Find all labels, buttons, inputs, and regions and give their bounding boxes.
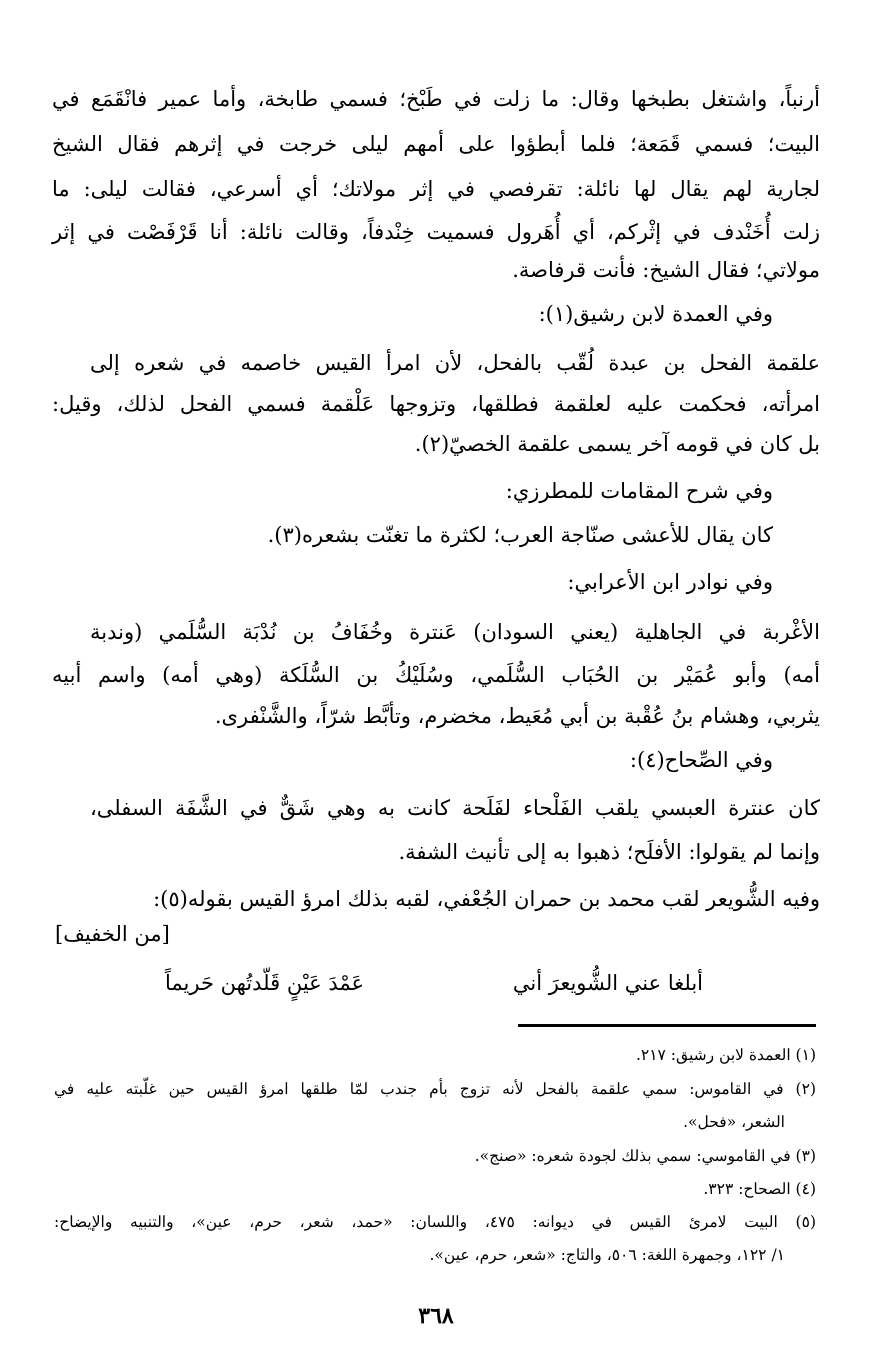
page-number: ٣٦٨ xyxy=(418,1303,454,1329)
verse-second-hemistich: عَمْدَ عَيْنٍ قَلّدتُهن حَريماً xyxy=(165,971,365,995)
footnote-continuation: الشعر، «فحل». xyxy=(683,1113,785,1131)
source-heading: وفي الصِّحاح(٤): xyxy=(629,748,773,772)
body-line: مولاتي؛ فقال الشيخ: فأنت قرفاصة. xyxy=(512,258,820,282)
source-heading: وفي نوادر ابن الأعرابي: xyxy=(567,570,773,594)
footnote: (١) العمدة لابن رشيق: ٢١٧. xyxy=(635,1046,816,1064)
body-line: كان عنترة العبسي يلقب الفَلْحاء لفَلَحة كانت به وهي شَقٌّ في الشَّفَة السفلى، xyxy=(90,796,820,820)
verse-first-hemistich: أبلغا عني الشُّويعرَ أني xyxy=(512,971,703,995)
body-line: بل كان في قومه آخر يسمى علقمة الخصيّ(٢). xyxy=(414,432,820,456)
body-line: كان يقال للأعشى صنّاجة العرب؛ لكثرة ما تغنّت بشعره(٣). xyxy=(267,523,773,547)
body-line: وإنما لم يقولوا: الأفلَح؛ ذهبوا به إلى تأنيث الشفة. xyxy=(398,840,820,864)
body-line: أمه) وأبو عُمَيْر بن الحُبَاب السُّلَمي، وسُلَيْكُ بن السُّلَكة (وهي أمه) واسم أبيه xyxy=(52,663,820,687)
footnote: (٤) الصحاح: ٣٢٣. xyxy=(703,1180,816,1198)
footnote-continuation: ١/ ١٢٢، وجمهرة اللغة: ٥٠٦، والتاج: «شعر، حرم، عين». xyxy=(429,1246,785,1264)
body-line: وفيه الشُّويعر لقب محمد بن حمران الجُعْفي، لقبه بذلك امرؤ القيس بقوله(٥): xyxy=(153,887,820,911)
body-line: زلت أُخَنْدف في إثْركم، أي أُهَرول فسميت خِنْدفاً، وقالت نائلة: أنا قَرْفَصْت في إثر xyxy=(52,220,820,244)
footnote-separator xyxy=(518,1024,816,1027)
source-heading: وفي شرح المقامات للمطرزي: xyxy=(505,479,773,503)
body-line: أرنباً، واشتغل بطبخها وقال: ما زلت في طَبْخ؛ فسمي طابخة، وأما عمير فانْقَمَع في xyxy=(52,87,820,111)
body-line: يثربي، وهشام بنُ عُقْبة بن أبي مُعَيط، مخضرم، وتأبَّط شرّاً، والشَّنْفرى. xyxy=(214,704,820,728)
body-line: امرأته، فحكمت عليه لعلقمة فطلقها، وتزوجها عَلْقمة فسمي الفحل لذلك، وقيل: xyxy=(52,392,820,416)
body-line: الأغْربة في الجاهلية (يعني السودان) عَنترة وخُفَافُ بن نُدْبَة السُّلَمي (وندبة xyxy=(90,620,820,644)
body-line: البيت؛ فسمي قَمَعة؛ فلما أبطؤوا على أمهم ليلى خرجت في إثرهم فقال الشيخ xyxy=(52,132,820,156)
meter-label: [من الخفيف] xyxy=(55,922,170,946)
body-line: علقمة الفحل بن عبدة لُقّب بالفحل، لأن امرأ القيس خاصمه في شعره إلى xyxy=(90,351,820,375)
footnote: (٣) في القاموسي: سمي بذلك لجودة شعره: «صنج». xyxy=(474,1147,816,1165)
footnote: (٢) في القاموس: سمي علقمة بالفحل لأنه تزوج بأم جندب لمّا طلقها امرؤ القيس حين غلّبته عليه في xyxy=(54,1080,816,1098)
source-heading: وفي العمدة لابن رشيق(١): xyxy=(538,302,773,326)
footnote: (٥) البيت لامرئ القيس في ديوانه: ٤٧٥، واللسان: «حمد، شعر، حرم، عين»، والتنبيه والإيضاح: xyxy=(54,1213,816,1231)
body-line: لجارية لهم يقال لها نائلة: تقرفصي في إثر مولاتك؛ أي أسرعي، فقالت ليلى: ما xyxy=(52,177,820,201)
